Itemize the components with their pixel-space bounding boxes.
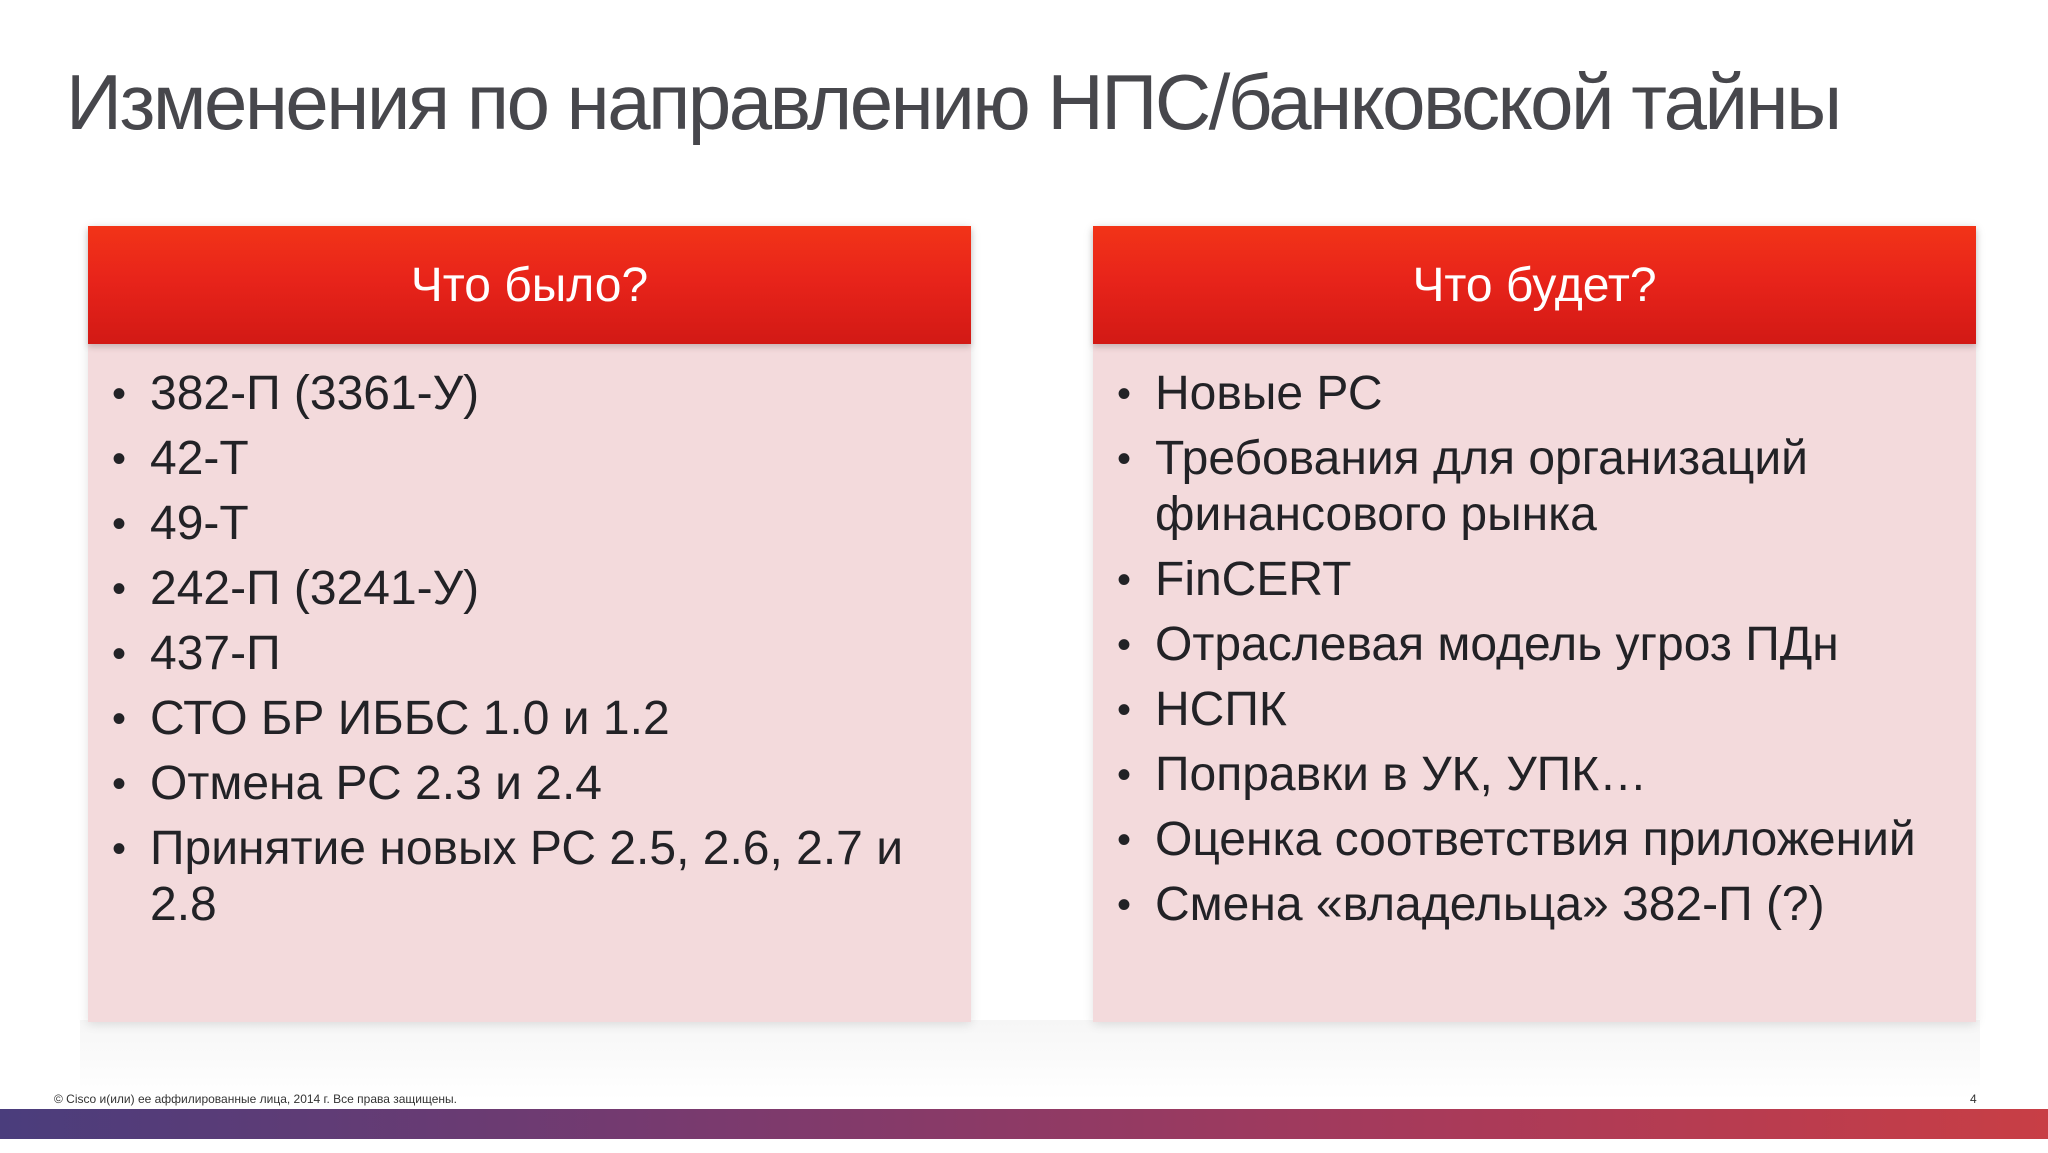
list-item-text: 437-П xyxy=(150,627,281,680)
what-will-be-panel xyxy=(1093,226,1976,1022)
bullet-icon: • xyxy=(1117,437,1132,481)
bullet-icon: • xyxy=(112,697,127,741)
bullet-icon: • xyxy=(112,762,127,806)
list-item xyxy=(112,431,931,487)
list-item-text: 49-Т xyxy=(150,497,249,550)
what-was-header xyxy=(88,226,971,344)
list-item xyxy=(112,756,931,812)
bullet-icon: • xyxy=(1117,372,1132,416)
list-item xyxy=(1117,552,1936,608)
list-item xyxy=(112,366,931,422)
list-item xyxy=(1117,747,1936,803)
bullet-icon: • xyxy=(1117,623,1132,667)
list-item-text: Требования для организаций финансового рынка xyxy=(1155,432,1808,541)
list-item xyxy=(1117,812,1936,868)
what-will-be-list xyxy=(1093,344,1976,933)
list-item xyxy=(112,496,931,552)
list-item xyxy=(112,691,931,747)
list-item xyxy=(1117,431,1936,543)
bullet-icon: • xyxy=(1117,883,1132,927)
list-item xyxy=(112,561,931,617)
bullet-icon: • xyxy=(1117,558,1132,602)
list-item-text: Отмена РС 2.3 и 2.4 xyxy=(150,757,602,810)
list-item-text: НСПК xyxy=(1155,683,1287,736)
bullet-icon: • xyxy=(112,502,127,546)
footer-copyright: © Cisco и(или) ее аффилированные лица, 2014 г. Все права защищены. xyxy=(54,1092,457,1106)
list-item xyxy=(112,821,931,933)
list-item-text: 42-Т xyxy=(150,432,249,485)
bullet-icon: • xyxy=(112,372,127,416)
bullet-icon: • xyxy=(112,827,127,871)
list-item-text: Оценка соответствия приложений xyxy=(1155,813,1916,866)
what-was-panel xyxy=(88,226,971,1022)
list-item xyxy=(1117,617,1936,673)
list-item-text: Отраслевая модель угроз ПДн xyxy=(1155,618,1839,671)
list-item-text: FinCERT xyxy=(1155,553,1352,606)
list-item xyxy=(1117,682,1936,738)
panel-shadow-strip xyxy=(80,1020,1980,1100)
bullet-icon: • xyxy=(1117,753,1132,797)
slide-title: Изменения по направлению НПС/банковской тайны xyxy=(66,58,1840,146)
what-will-be-heading: Что будет? xyxy=(1412,258,1657,312)
list-item-text: Поправки в УК, УПК… xyxy=(1155,748,1648,801)
bullet-icon: • xyxy=(1117,688,1132,732)
what-was-heading: Что было? xyxy=(410,258,649,312)
footer-gradient-bar xyxy=(0,1109,2048,1139)
list-item-text: Принятие новых РС 2.5, 2.6, 2.7 и 2.8 xyxy=(150,822,904,931)
list-item xyxy=(1117,877,1936,933)
list-item xyxy=(1117,366,1936,422)
list-item xyxy=(112,626,931,682)
list-item-text: 382-П (3361-У) xyxy=(150,367,480,420)
bullet-icon: • xyxy=(112,632,127,676)
page-number: 4 xyxy=(1970,1092,1977,1106)
list-item-text: СТО БР ИББС 1.0 и 1.2 xyxy=(150,692,670,745)
bullet-icon: • xyxy=(112,567,127,611)
list-item-text: Смена «владельца» 382-П (?) xyxy=(1155,878,1825,931)
what-will-be-header xyxy=(1093,226,1976,344)
bullet-icon: • xyxy=(1117,818,1132,862)
list-item-text: Новые РС xyxy=(1155,367,1383,420)
list-item-text: 242-П (3241-У) xyxy=(150,562,480,615)
bullet-icon: • xyxy=(112,437,127,481)
what-was-list xyxy=(88,344,971,933)
